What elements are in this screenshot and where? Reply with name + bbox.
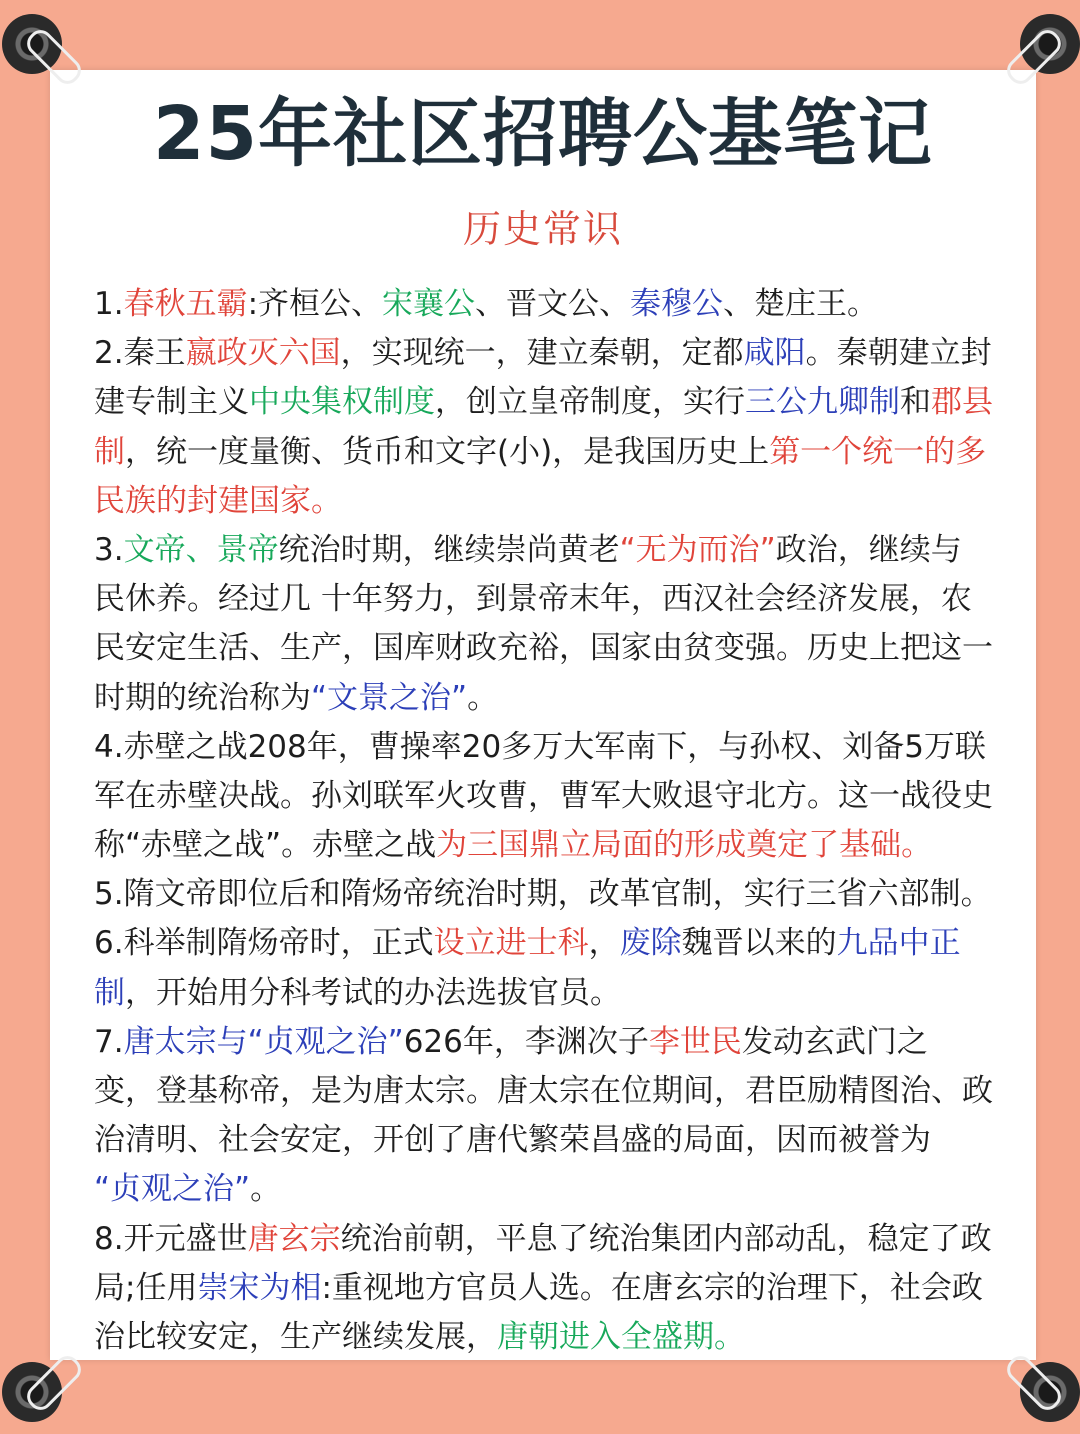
note-text-segment: 3. bbox=[94, 531, 124, 568]
binder-clip-icon bbox=[2, 14, 62, 74]
note-text-segment: 民安定生活、生产，国库财政充裕，国家由贫变强。历史上把这一 bbox=[94, 630, 993, 667]
binder-clip-icon bbox=[2, 1362, 62, 1422]
note-text-segment: ，创立皇帝制度，实行 bbox=[435, 384, 745, 421]
note-text-segment: 1. bbox=[94, 286, 124, 322]
note-line bbox=[94, 378, 1036, 427]
section-subtitle: 历史常识 bbox=[462, 207, 623, 251]
note-text-segment: 秦穆公 bbox=[630, 286, 724, 322]
title-block bbox=[50, 90, 1036, 178]
note-text-segment: 治清明、社会安定，开创了唐代繁荣昌盛的局面，因而被誉为 bbox=[94, 1122, 931, 1159]
note-text-segment: 建专制主义 bbox=[94, 384, 249, 421]
note-text-segment: “贞观之治” bbox=[94, 1171, 251, 1208]
note-text-segment: 第一个统一的多 bbox=[769, 433, 987, 470]
note-text-segment: 为三国鼎立局面的形成奠定了基础。 bbox=[436, 827, 933, 864]
page-title-text: 25年社区招聘公基笔记 bbox=[153, 91, 933, 177]
note-text-segment: 。 bbox=[250, 1171, 282, 1208]
note-text-segment: 发动玄武门之 bbox=[741, 1023, 928, 1060]
note-text-segment: 三公九卿制 bbox=[745, 384, 900, 421]
note-line bbox=[94, 1215, 1036, 1264]
note-line bbox=[94, 821, 1036, 870]
note-text-segment: 、楚庄王。 bbox=[723, 286, 879, 322]
note-text-segment: 时期的统治称为 bbox=[94, 679, 311, 716]
note-text-segment: :重视地方官员人选。在唐玄宗的治理下，社会政 bbox=[321, 1269, 983, 1306]
note-line bbox=[94, 723, 1036, 772]
note-text-segment: 嬴政灭六国 bbox=[185, 335, 341, 372]
note-text-segment: 。秦朝建立封 bbox=[805, 335, 992, 372]
note-text-segment: 李世民 bbox=[648, 1023, 742, 1060]
note-text-segment: 设立进士科 bbox=[433, 925, 589, 962]
note-line bbox=[94, 1264, 1036, 1313]
note-line bbox=[94, 1067, 1036, 1116]
note-line bbox=[94, 674, 1036, 723]
note-line bbox=[94, 969, 1036, 1018]
binder-clip-icon bbox=[1020, 14, 1080, 74]
note-text-segment: 局;任用 bbox=[94, 1269, 198, 1306]
note-line bbox=[94, 1018, 1036, 1067]
note-text-segment: 制 bbox=[94, 433, 125, 470]
note-text-segment: 文帝、景帝 bbox=[123, 531, 279, 568]
note-text-segment: 、晋文公、 bbox=[475, 286, 631, 322]
note-text-segment: 统治前朝，平息了统治集团内部动乱，稳定了政 bbox=[340, 1220, 992, 1257]
note-text-segment: 九品中正 bbox=[836, 925, 961, 962]
note-text-segment: 4.赤壁之战208年，曹操率20多万大军南下，与孙权、刘备5万联 bbox=[94, 728, 986, 765]
note-text-segment: 崇宋为相 bbox=[197, 1269, 322, 1306]
note-line bbox=[94, 870, 1036, 919]
note-line bbox=[94, 1165, 1036, 1214]
note-text-segment: 军在赤壁决战。孙刘联军火攻曹，曹军大败退守北方。这一战役史 bbox=[94, 777, 993, 814]
note-text-segment: 626年，李渊次子 bbox=[403, 1023, 649, 1060]
note-text-segment: 治比较安定，生产继续发展， bbox=[94, 1318, 497, 1355]
note-text-segment: 咸阳 bbox=[743, 335, 806, 372]
note-text-segment: 宋襄公 bbox=[382, 286, 476, 322]
note-text-segment: ，实现统一，建立秦朝，定都 bbox=[340, 335, 744, 372]
note-line bbox=[94, 1313, 1036, 1360]
note-paper bbox=[50, 70, 1036, 1360]
note-text-segment: 郡县 bbox=[931, 384, 993, 421]
note-line bbox=[94, 329, 1036, 378]
note-line bbox=[94, 919, 1036, 968]
note-text-segment: ，开始用分科考试的办法选拔官员。 bbox=[125, 974, 621, 1011]
note-text-segment: 唐玄宗 bbox=[247, 1220, 341, 1257]
note-text-segment: 7. bbox=[94, 1023, 124, 1060]
note-text-segment: 5.隋文帝即位后和隋炀帝统治时期，改革官制，实行三省六部制。 bbox=[94, 876, 992, 913]
note-line bbox=[94, 526, 1036, 575]
note-line bbox=[94, 1116, 1036, 1165]
note-line bbox=[94, 772, 1036, 821]
note-text-segment: ，统一度量衡、货币和文字(小)，是我国历史上 bbox=[125, 433, 770, 470]
note-text-segment: “无为而治” bbox=[619, 531, 776, 568]
note-text-segment: 统治时期，继续崇尚黄老 bbox=[278, 531, 620, 568]
note-line bbox=[94, 280, 1036, 329]
note-text-segment: 魏晋以来的 bbox=[681, 925, 837, 962]
note-text-segment: 中央集权制度 bbox=[249, 384, 435, 421]
note-text-segment: 和 bbox=[900, 384, 931, 421]
binder-clip-icon bbox=[1020, 1362, 1080, 1422]
note-text-segment: 6.科举制隋炀帝时，正式 bbox=[94, 925, 434, 962]
note-text-segment: 称“赤壁之战”。赤壁之战 bbox=[94, 827, 437, 864]
page-title bbox=[145, 90, 941, 178]
notes-content bbox=[94, 280, 1036, 1360]
note-text-segment: :齐桓公、 bbox=[247, 286, 383, 322]
note-text-segment: 制 bbox=[94, 974, 125, 1011]
note-text-segment: 政治，继续与 bbox=[775, 531, 962, 568]
note-line bbox=[94, 477, 1036, 526]
note-text-segment: 废除 bbox=[619, 925, 682, 962]
note-text-segment: “文景之治” bbox=[311, 679, 468, 716]
note-text-segment: 春秋五霸 bbox=[123, 286, 248, 322]
note-text-segment: 2.秦王 bbox=[94, 335, 186, 372]
note-text-segment: 。 bbox=[467, 679, 499, 716]
note-text-segment: 唐朝进入全盛期。 bbox=[497, 1318, 745, 1355]
note-line bbox=[94, 624, 1036, 673]
note-text-segment: 民族的封建国家。 bbox=[94, 482, 342, 519]
note-text-segment: ， bbox=[588, 925, 620, 962]
note-line bbox=[94, 428, 1036, 477]
note-text-segment: 民休养。经过几 十年努力，到景帝末年，西汉社会经济发展，农 bbox=[94, 581, 972, 618]
note-text-segment: 8.开元盛世 bbox=[94, 1220, 248, 1257]
note-line bbox=[94, 575, 1036, 624]
note-text-segment: 唐太宗与“贞观之治” bbox=[123, 1023, 404, 1060]
note-text-segment: 变，登基称帝，是为唐太宗。唐太宗在位期间，君臣励精图治、政 bbox=[94, 1073, 993, 1109]
